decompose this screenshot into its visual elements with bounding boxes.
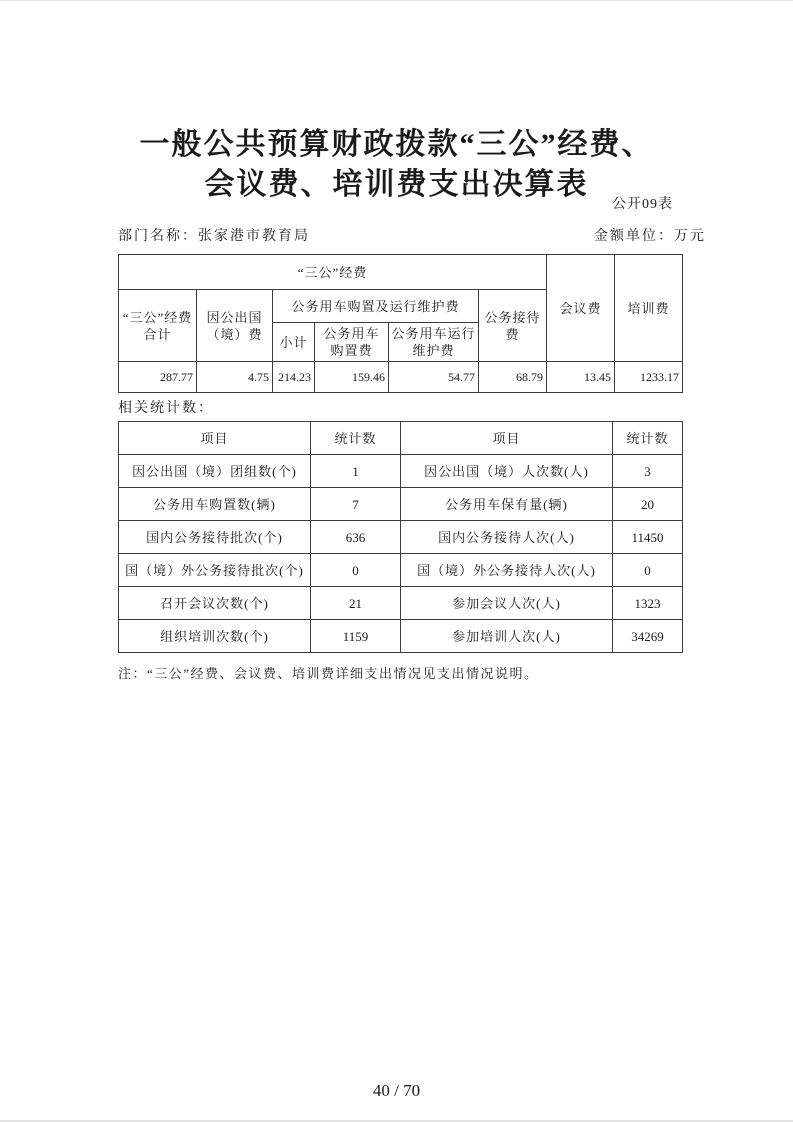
value-vehicle-purchase: 159.46: [315, 362, 389, 393]
stats-item: 国内公务接待人次(人): [401, 521, 613, 554]
value-subtotal: 214.23: [273, 362, 315, 393]
stats-count: 34269: [613, 620, 683, 653]
stats-header-count-right: 统计数: [613, 422, 683, 455]
expense-summary-table: [118, 254, 683, 393]
header-reception-fee: 公务接待费: [479, 290, 547, 362]
page-title-line1: 一般公共预算财政拨款“三公”经费、: [139, 128, 654, 161]
stats-item: 组织培训次数(个): [119, 620, 311, 653]
stats-header-item-left: 项目: [119, 422, 311, 455]
header-subtotal: 小计: [273, 323, 315, 362]
table-code-label: 公开09表: [612, 197, 673, 212]
stats-section-label: 相关统计数：: [118, 401, 214, 416]
stats-row-vehicle: [119, 488, 683, 521]
value-reception-fee: 68.79: [479, 362, 547, 393]
value-meeting-fee: 13.45: [547, 362, 615, 393]
header-vehicle-purchase: 公务用车购置费: [315, 323, 389, 362]
stats-item: 召开会议次数(个): [119, 587, 311, 620]
stats-item: 国（境）外公务接待人次(人): [401, 554, 613, 587]
stats-item: 公务用车购置数(辆): [119, 488, 311, 521]
department-name-label: 部门名称：张家港市教育局: [118, 229, 310, 244]
header-vehicle-group: 公务用车购置及运行维护费: [273, 290, 479, 323]
stats-row-meetings: [119, 587, 683, 620]
page-title: [0, 125, 793, 205]
amount-unit-label: 金额单位：万元: [594, 229, 706, 244]
stats-count: 21: [311, 587, 401, 620]
expense-values-row: [119, 362, 683, 393]
stats-item: 国内公务接待批次(个): [119, 521, 311, 554]
stats-count: 3: [613, 455, 683, 488]
stats-count: 1: [311, 455, 401, 488]
stats-header-count-left: 统计数: [311, 422, 401, 455]
header-sangong-group: “三公”经费: [119, 255, 547, 290]
stats-row-training: [119, 620, 683, 653]
value-sangong-total: 287.77: [119, 362, 197, 393]
value-training-fee: 1233.17: [615, 362, 683, 393]
page-number: 40 / 70: [372, 1081, 421, 1100]
page-title-line2: 会议费、培训费支出决算表: [204, 168, 589, 201]
value-abroad-fee: 4.75: [197, 362, 273, 393]
stats-item: 公务用车保有量(辆): [401, 488, 613, 521]
header-abroad-fee: 因公出国（境）费: [197, 290, 273, 362]
header-vehicle-maintenance: 公务用车运行维护费: [389, 323, 479, 362]
stats-count: 11450: [613, 521, 683, 554]
stats-table: [118, 421, 683, 653]
header-sangong-total: “三公”经费合计: [119, 290, 197, 362]
header-training-fee: 培训费: [615, 255, 683, 362]
stats-count: 20: [613, 488, 683, 521]
stats-count: 636: [311, 521, 401, 554]
stats-count: 7: [311, 488, 401, 521]
header-meeting-fee: 会议费: [547, 255, 615, 362]
stats-count: 1159: [311, 620, 401, 653]
meta-row: [118, 225, 706, 245]
stats-row-domestic-reception: [119, 521, 683, 554]
note-text: 注：“三公”经费、会议费、培训费详细支出情况见支出情况说明。: [118, 666, 539, 681]
stats-header-item-right: 项目: [401, 422, 613, 455]
stats-row-abroad: [119, 455, 683, 488]
stats-item: 因公出国（境）人次数(人): [401, 455, 613, 488]
stats-item: 因公出国（境）团组数(个): [119, 455, 311, 488]
stats-count: 0: [613, 554, 683, 587]
stats-item: 参加培训人次(人): [401, 620, 613, 653]
stats-header-row: [119, 422, 683, 455]
stats-count: 0: [311, 554, 401, 587]
stats-row-foreign-reception: [119, 554, 683, 587]
value-vehicle-maintenance: 54.77: [389, 362, 479, 393]
stats-count: 1323: [613, 587, 683, 620]
stats-item: 参加会议人次(人): [401, 587, 613, 620]
stats-item: 国（境）外公务接待批次(个): [119, 554, 311, 587]
